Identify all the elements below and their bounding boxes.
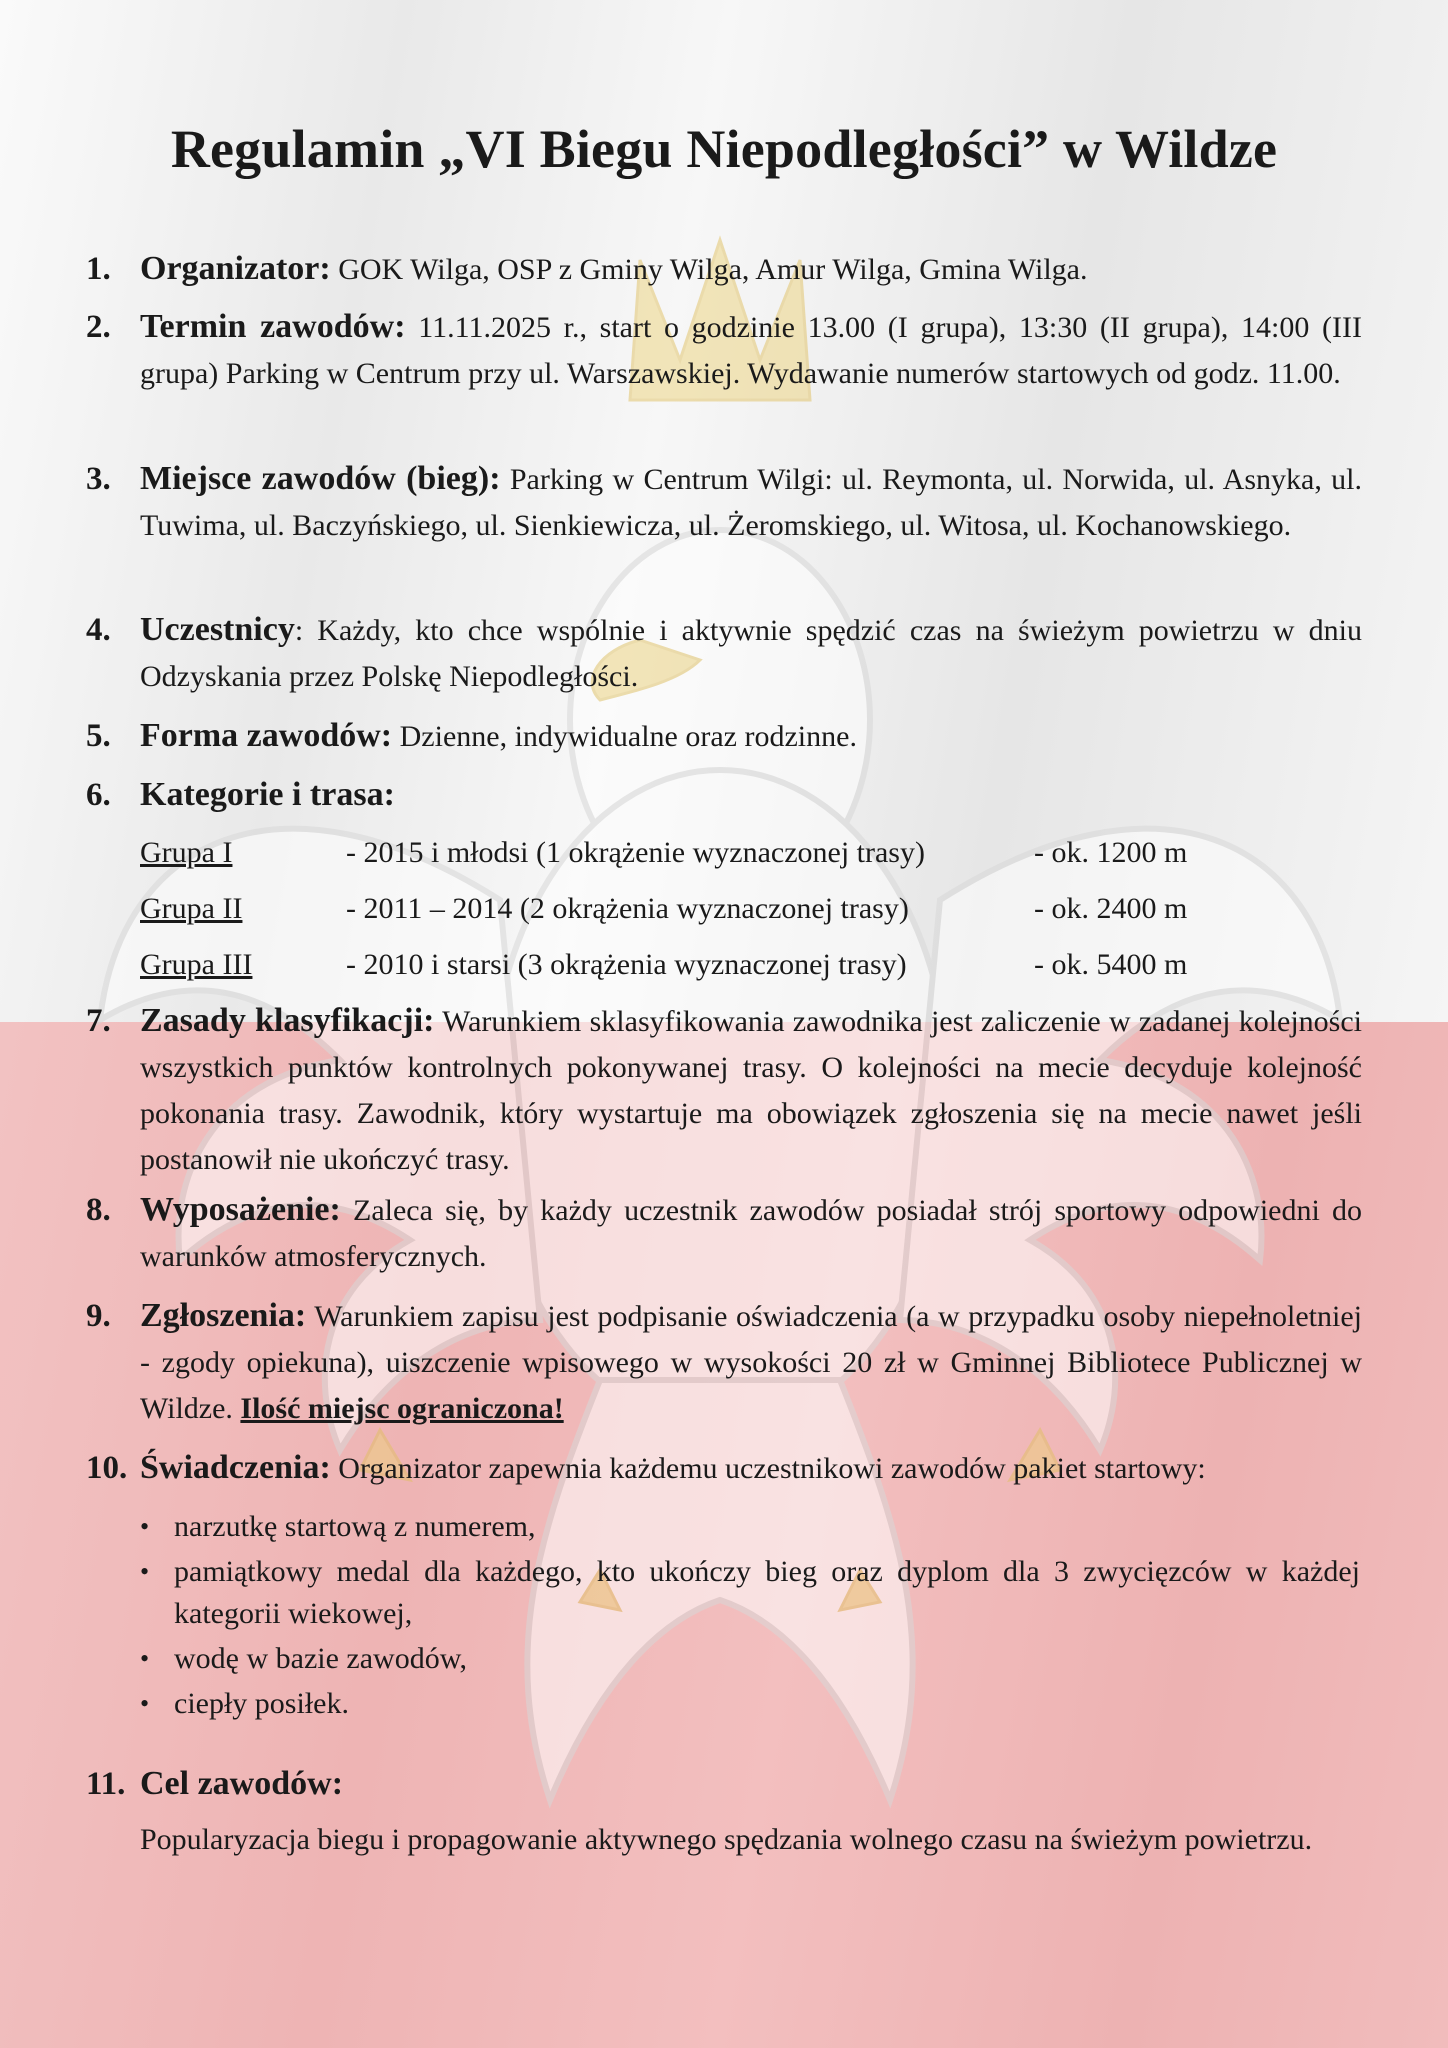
section-venue	[86, 456, 1362, 549]
category-row	[140, 886, 1240, 932]
category-row	[140, 942, 1240, 988]
list-item: • ciepły posiłek.	[140, 1683, 1360, 1725]
category-description: - 2010 i starsi (3 okrążenia wyznaczonej trasy)	[346, 948, 907, 981]
section-text: Dzienne, indywidualne oraz rodzinne.	[392, 720, 857, 753]
section-label: Termin zawodów:	[140, 308, 406, 345]
section-number: 6.	[86, 777, 111, 813]
section-number: 11.	[86, 1766, 126, 1802]
category-row	[140, 830, 1240, 876]
goal-text-block	[86, 1817, 1362, 1863]
category-name: Grupa I	[140, 836, 233, 869]
section-text: 11.11.2025 r., start o godzinie 13.00 (I grupa), 13:30 (II grupa), 14:00 (III grupa) Parking w Centrum przy ul. Warszawskiej. Wydawanie numerów startowych od godz. 11.00.	[140, 311, 1362, 390]
benefits-list	[140, 1506, 1360, 1728]
category-name: Grupa III	[140, 948, 253, 981]
section-number: 8.	[86, 1192, 111, 1228]
section-label: Świadczenia:	[140, 1449, 331, 1486]
section-number: 9.	[86, 1298, 111, 1334]
category-description: - 2015 i młodsi (1 okrążenie wyznaczonej trasy)	[346, 836, 925, 869]
section-text: : Każdy, kto chce wspólnie i aktywnie spędzić czas na świeżym powietrzu w dniu Odzyskania przez Polskę Niepodległości.	[140, 614, 1362, 693]
section-text: Zaleca się, by każdy uczestnik zawodów posiadał strój sportowy odpowiedni do warunków atmosferycznych.	[140, 1194, 1362, 1273]
section-label: Forma zawodów:	[140, 717, 393, 754]
section-participants	[86, 607, 1362, 700]
category-distance: - ok. 5400 m	[1034, 948, 1188, 981]
section-label: Zgłoszenia:	[140, 1297, 307, 1334]
section-label: Zasady klasyfikacji:	[140, 1002, 435, 1039]
section-equipment	[86, 1187, 1362, 1280]
section-label: Cel zawodów:	[140, 1765, 344, 1802]
list-item: • narzutkę startową z numerem,	[140, 1506, 1360, 1548]
section-number: 4.	[86, 612, 111, 648]
section-number: 2.	[86, 309, 111, 345]
section-date	[86, 304, 1362, 397]
section-text: Popularyzacja biegu i propagowanie aktywnego spędzania wolnego czasu na świeżym powietrzu.	[140, 1823, 1313, 1856]
category-distance: - ok. 2400 m	[1034, 892, 1188, 925]
category-distance: - ok. 1200 m	[1034, 836, 1188, 869]
section-text: Organizator zapewnia każdemu uczestnikowi zawodów pakiet startowy:	[330, 1452, 1206, 1485]
section-label: Organizator:	[140, 250, 331, 287]
section-organizer	[86, 246, 1362, 293]
section-number: 3.	[86, 461, 111, 497]
section-label: Miejsce zawodów (bieg):	[140, 460, 501, 497]
bullet-icon: •	[140, 1689, 150, 1718]
document-title: Regulamin „VI Biegu Niepodległości” w Wildze	[170, 119, 1278, 179]
category-name: Grupa II	[140, 892, 243, 925]
list-item: • pamiątkowy medal dla każdego, kto ukończy bieg oraz dyplom dla 3 zwycięzców w każdej kategorii wiekowej,	[140, 1551, 1360, 1635]
section-number: 10.	[86, 1450, 128, 1486]
section-text: Warunkiem sklasyfikowania zawodnika jest zaliczenie w zadanej kolejności wszystkich punktów kontrolnych pokonywanej trasy. O kolejności na mecie decyduje kolejność pokonania trasy. Zawodnik, który wystartuje ma obowiązek zgłoszenia się na mecie nawet jeśli postanowił nie ukończyć trasy.	[140, 1005, 1362, 1176]
section-text: Parking w Centrum Wilgi: ul. Reymonta, ul. Norwida, ul. Asnyka, ul. Tuwima, ul. Baczyńskiego, ul. Sienkiewicza, ul. Żeromskiego, ul. Witosa, ul. Kochanowskiego.	[140, 463, 1362, 542]
section-number: 1.	[86, 251, 111, 287]
category-description: - 2011 – 2014 (2 okrążenia wyznaczonej trasy)	[346, 892, 909, 925]
bullet-icon: •	[140, 1644, 150, 1673]
section-form	[86, 713, 1362, 760]
section-classification	[86, 998, 1362, 1183]
section-text: Warunkiem zapisu jest podpisanie oświadczenia (a w przypadku osoby niepełnoletniej - zgody opiekuna), uiszczenie wpisowego w wysokości 20 zł w Gminnej Bibliotece Publicznej w Wildze.	[140, 1300, 1362, 1425]
section-label: Kategorie i trasa:	[140, 776, 395, 813]
bullet-icon: •	[140, 1512, 150, 1541]
section-benefits	[86, 1445, 1362, 1492]
section-number: 5.	[86, 718, 111, 754]
section-registration	[86, 1293, 1362, 1432]
limited-places-notice: Ilość miejsc ograniczona!	[240, 1392, 564, 1425]
section-number: 7.	[86, 1003, 111, 1039]
section-label: Wyposażenie:	[140, 1191, 341, 1228]
list-item: • wodę w bazie zawodów,	[140, 1638, 1360, 1680]
section-categories	[86, 772, 1362, 819]
section-text: GOK Wilga, OSP z Gminy Wilga, Amur Wilga, Gmina Wilga.	[330, 253, 1088, 286]
bullet-icon: •	[140, 1557, 150, 1586]
section-goal	[86, 1761, 1362, 1808]
section-label: Uczestnicy	[140, 611, 295, 648]
